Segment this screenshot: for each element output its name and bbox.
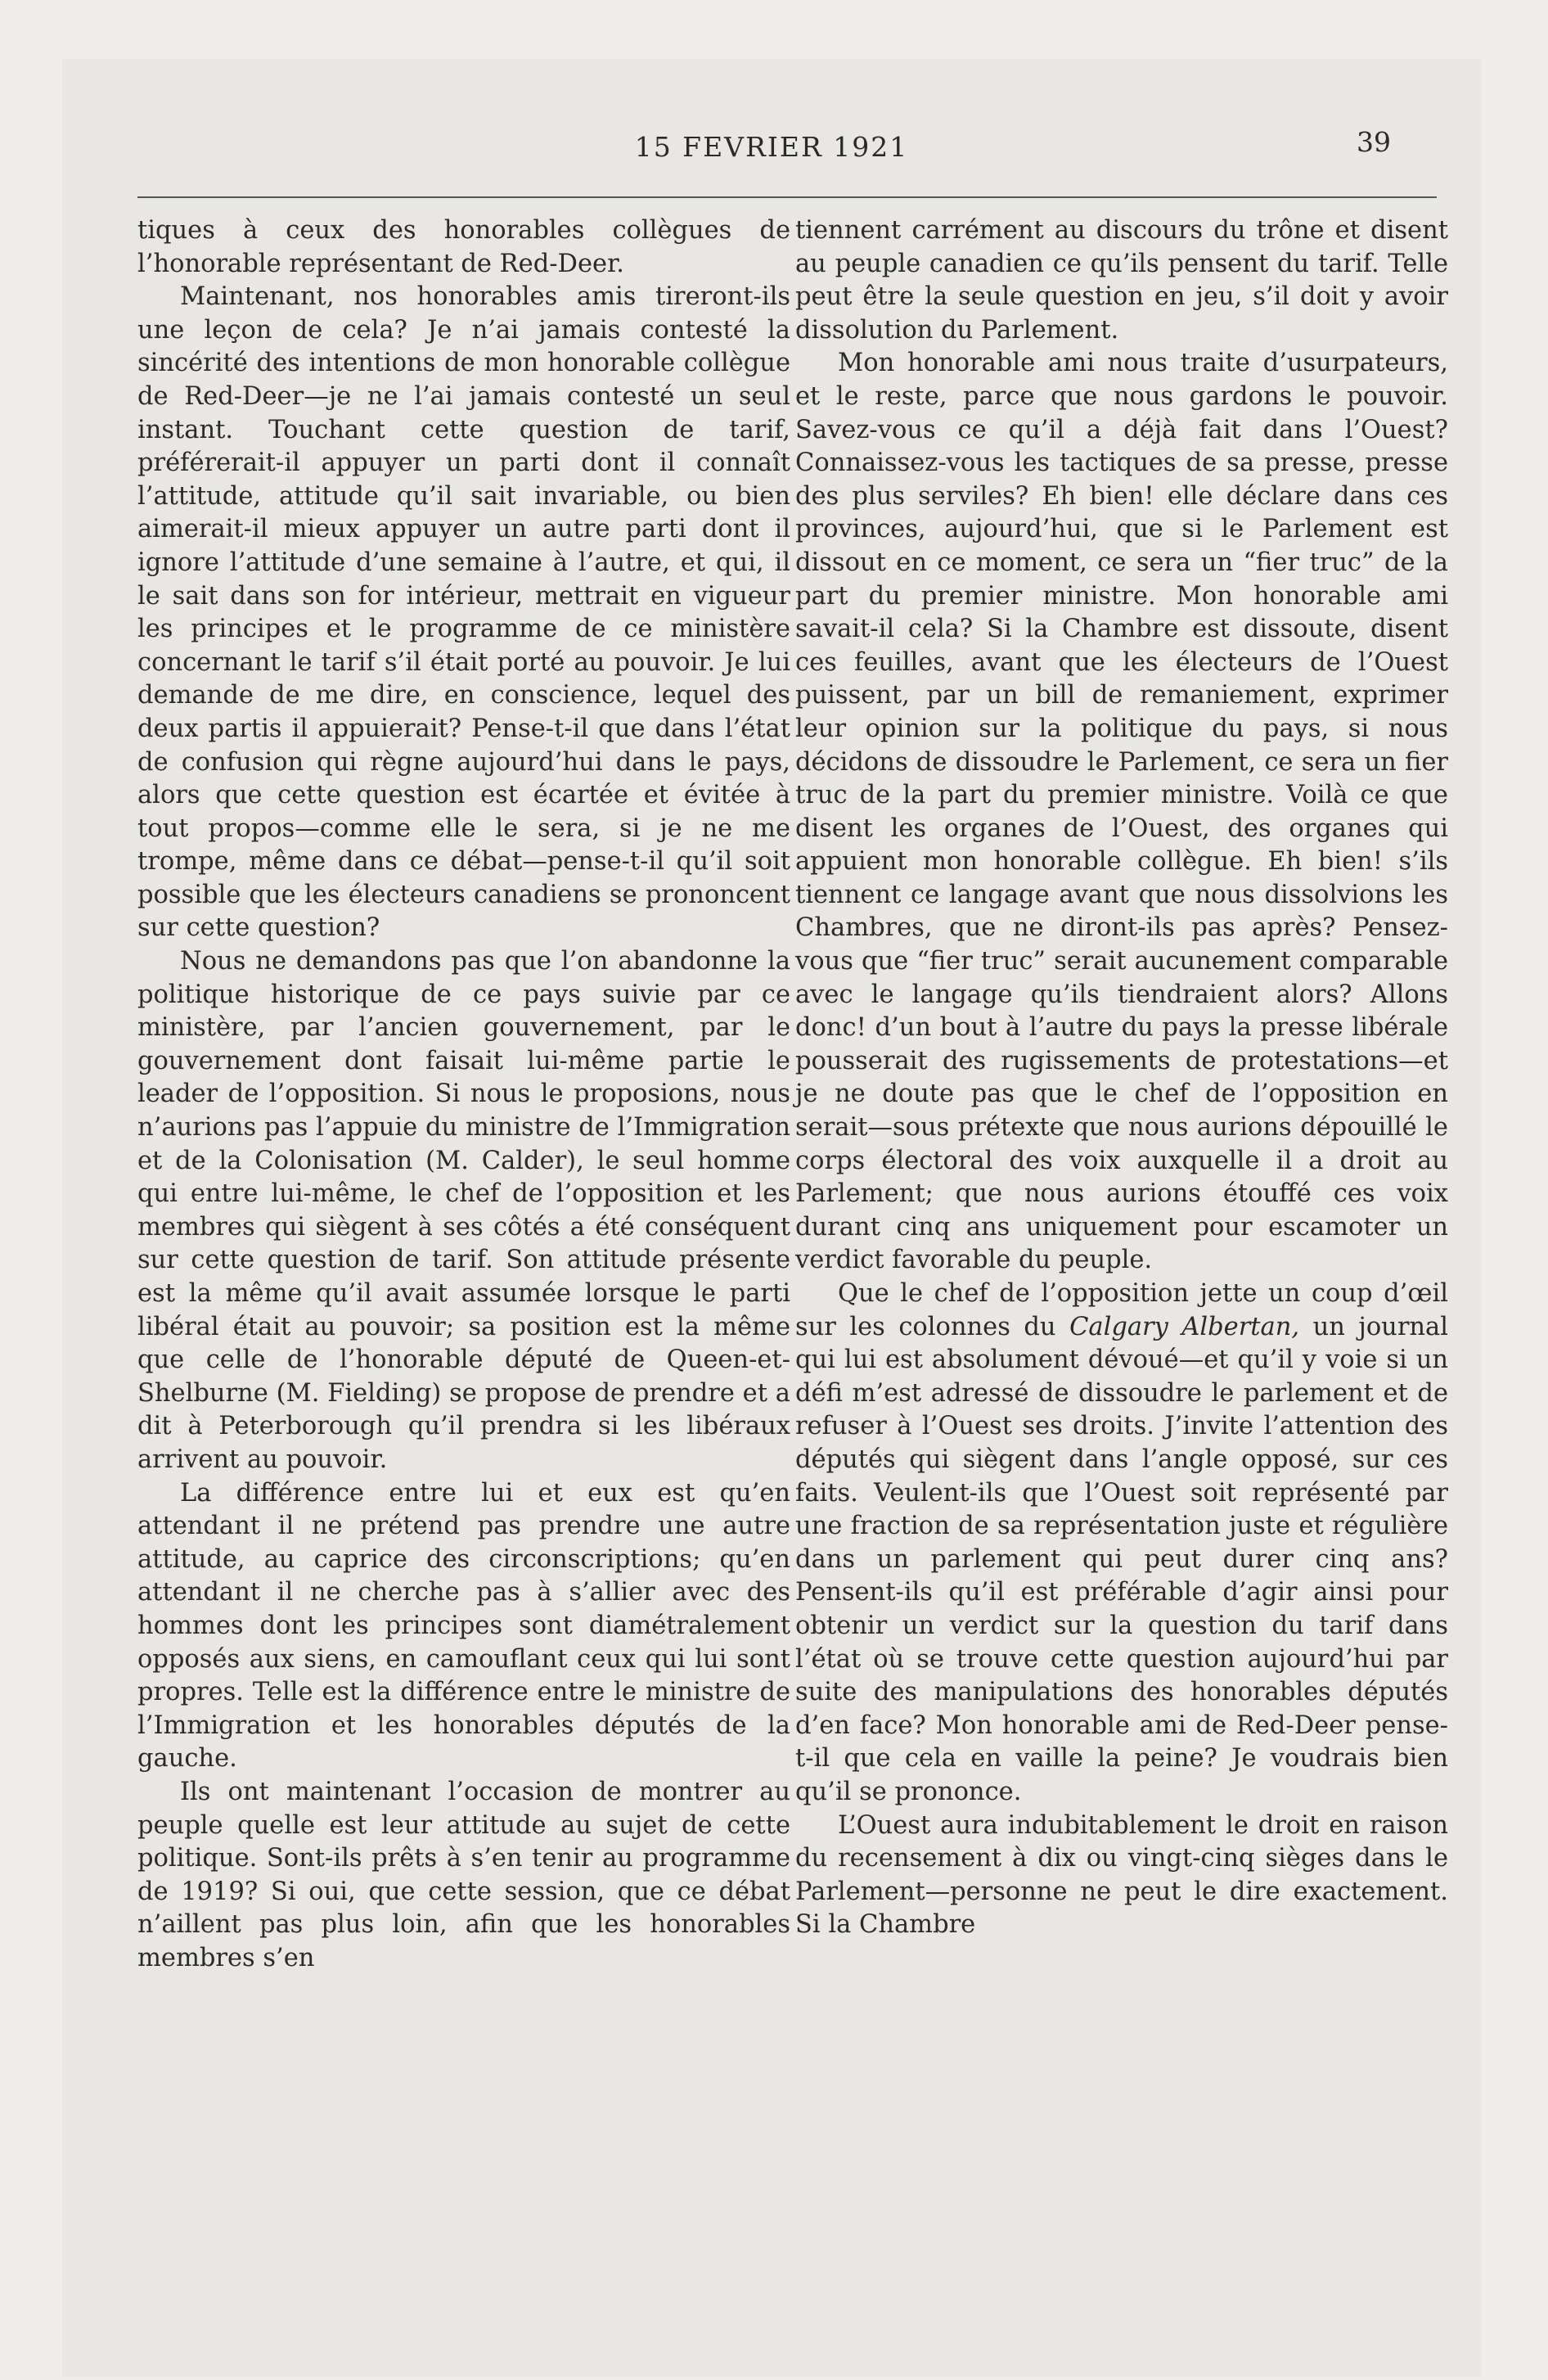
paragraph: La différence entre lui et eux est qu’en attendant il ne prétend pas prendre une autre attitude, au caprice des circonscriptions; qu’en attendant il ne cherche pas à s’allier avec des hommes dont les principes sont diamétralement opposés aux siens, en camouflant ceux qui lui sont propres. Telle est la différence entre le ministre de l’Immigration et les honorables députés de la gauche. [137, 1478, 790, 1774]
paragraph: tiques à ceux des honorables collègues de l’honorable représentant de Red-Deer. [137, 216, 790, 278]
paragraph [795, 1278, 1448, 1810]
page-number: 39 [1357, 126, 1391, 158]
paragraph-text: un journal qui lui est absolument dévoué—et qu’il y voie si un défi m’est adressé de dissoudre le parlement et de refuser à l’Ouest ses droits. J’invite l’attention des députés qui siègent dans l’angle opposé, sur ces faits. Veulent-ils que l’Ouest soit représenté par une fraction de sa représentation juste et régulière dans un parlement qui peut durer cinq ans? Pensent-ils qu’il est préférable d’agir ainsi pour obtenir un verdict sur la question du tarif dans l’état où se trouve cette question aujourd’hui par suite des manipulations des honorables députés d’en face? Mon honorable ami de Red-Deer pense-t-il que cela en vaille la peine? Je voudrais bien qu’il se prononce. [795, 1312, 1448, 1806]
right-column [795, 214, 1448, 1942]
header-date: 15 FEVRIER 1921 [634, 131, 909, 163]
paragraph: Nous ne demandons pas que l’on abandonne la politique historique de ce pays suivie par ce ministère, par l’ancien gouvernement, par le gouvernement dont faisait lui-même partie le leader de l’opposition. Si nous le proposions, nous n’aurions pas l’appuie du ministre de l’Immigration et de la Colonisation (M. Calder), le seul homme qui entre lui-même, le chef de l’opposition et les membres qui siègent à ses côtés a été conséquent sur cette question de tarif. Son attitude présente est la même qu’il avait assumée lorsque le parti libéral était au pouvoir; sa position est la même que celle de l’honorable député de Queen-et-Shelburne (M. Fielding) se propose de prendre et a dit à Peterborough qu’il prendra si les libéraux arrivent au pouvoir. [137, 947, 790, 1474]
paragraph: Ils ont maintenant l’occasion de montrer au peuple quelle est leur attitude au sujet de cette politique. Sont-ils prêts à s’en tenir au programme de 1919? Si oui, que cette session, que ce débat n’aillent pas plus loin, afin que les honorables membres s’en [137, 1777, 790, 1972]
paragraph: Mon honorable ami nous traite d’usurpateurs, et le reste, parce que nous gardons le pouvoir. Savez-vous ce qu’il a déjà fait dans l’Ouest? Connaissez-vous les tactiques de sa presse, presse des plus serviles? Eh bien! elle déclare dans ces provinces, aujourd’hui, que si le Parlement est dissout en ce moment, ce sera un “fier truc” de la part du premier ministre. Mon honorable ami savait-il cela? Si la Chambre est dissoute, disent ces feuilles, avant que les électeurs de l’Ouest puissent, par un bill de remaniement, exprimer leur opinion sur la politique du pays, si nous décidons de dissoudre le Parlement, ce sera un fier truc de la part du premier ministre. Voilà ce que disent les organes de l’Ouest, des organes qui appuient mon honorable collègue. Eh bien! s’ils tiennent ce langage avant que nous dissolvions les Chambres, que ne diront-ils pas après? Pensez-vous que “fier truc” serait aucunement comparable avec le langage qu’ils tiendraient alors? Allons donc! d’un bout à l’autre du pays la presse libérale pousserait des rugissements de protestations—et je ne doute pas que le chef de l’opposition en serait—sous prétexte que nous aurions dépouillé le corps électoral des voix auxquelle il a droit au Parlement; que nous aurions étouffé ces voix durant cinq ans uniquement pour escamoter un verdict favorable du peuple. [795, 349, 1448, 1275]
page-header [62, 123, 1481, 172]
left-column [137, 214, 790, 1975]
newspaper-title: Calgary Albertan, [1069, 1312, 1300, 1341]
paragraph-text: Que le chef de l’opposition jette un coup d’œil sur les colonnes du [795, 1279, 1448, 1341]
paragraph: tiennent carrément au discours du trône et disent au peuple canadien ce qu’ils pensent du tarif. Telle peut être la seule question en jeu, s’il doit y avoir dissolution du Parlement. [795, 216, 1448, 345]
header-rule [137, 196, 1437, 198]
paragraph: Maintenant, nos honorables amis tireront-ils une leçon de cela? Je n’ai jamais contesté la sincérité des intentions de mon honorable collègue de Red-Deer—je ne l’ai jamais contesté un seul instant. Touchant cette question de tarif, préférerait-il appuyer un parti dont il connaît l’attitude, attitude qu’il sait invariable, ou bien aimerait-il mieux appuyer un autre parti dont il ignore l’attitude d’une semaine à l’autre, et qui, il le sait dans son for intérieur, mettrait en vigueur les principes et le programme de ce ministère concernant le tarif s’il était porté au pouvoir. Je lui demande de me dire, en conscience, lequel des deux partis il appuierait? Pense-t-il que dans l’état de confusion qui règne aujourd’hui dans le pays, alors que cette question est écartée et évitée à tout propos—comme elle le sera, si je ne me trompe, même dans ce débat—pense-t-il qu’il soit possible que les électeurs canadiens se prononcent sur cette question? [137, 282, 790, 943]
paragraph: L’Ouest aura indubitablement le droit en raison du recensement à dix ou vingt-cinq sièges dans le Parlement—personne ne peut le dire exactement. Si la Chambre [795, 1810, 1448, 1940]
